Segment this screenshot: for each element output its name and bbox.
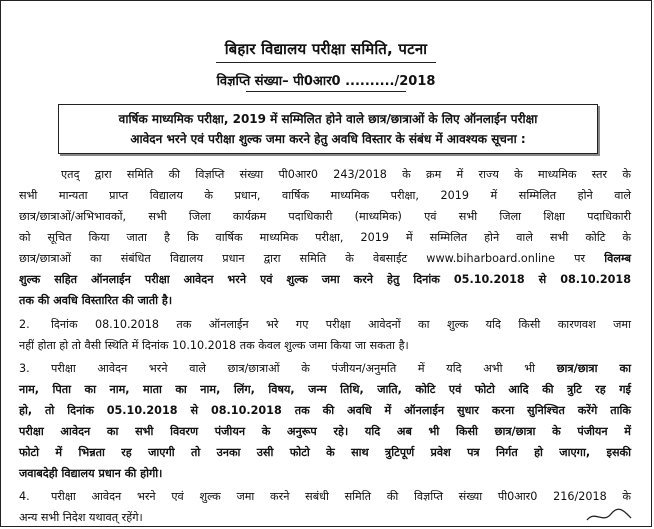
para1-line-6: शुल्क सहित ऑनलाईन परीक्षा आवेदन भरने एवं शुल्क जमा करने हेतु दिनांक 05.10.2018 से 08.10.2018 bbox=[19, 273, 631, 286]
notice-number-underline bbox=[246, 91, 406, 92]
subject-box bbox=[58, 104, 598, 154]
paragraph-4 bbox=[19, 486, 631, 528]
paragraph-1 bbox=[19, 164, 631, 311]
para3-line-6: जवाबदेही विद्यालय प्रधान की होगी। bbox=[19, 467, 163, 480]
para1-line-7: तक की अवधि विस्तारित की जाती है। bbox=[19, 294, 173, 307]
para2-line-2: नहीं होता हो तो वैसी स्थिति में दिनांक 10.10.2018 तक केवल शुल्क जमा किया जा सकता है। bbox=[19, 339, 409, 352]
subject-line-2: आवेदन भरने एवं परीक्षा शुल्क जमा करने हेतु अवधि विस्तार के संबंध में आवश्यक सूचना : bbox=[130, 132, 526, 146]
paragraph-2 bbox=[19, 314, 631, 356]
para3-line-2: नाम, पिता का नाम, माता का नाम, लिंग, विषय, जन्म तिथि, जाति, कोटि एवं फोटो आदि की त्रुटि रह गई bbox=[19, 383, 631, 396]
paragraph-3 bbox=[19, 358, 631, 484]
title-underline bbox=[216, 62, 436, 63]
para2-number: 2. bbox=[19, 318, 30, 331]
para1-line-1: एतद् द्वारा समिति की विज्ञप्ति संख्या पी0आर0 243/2018 के क्रम में राज्य के माध्यमिक स्तर के bbox=[61, 168, 631, 181]
para3-line-5: फोटो में भिन्नता रह जाएगी तो उनका उसी फोटो के साथ त्रुटिपूर्ण प्रवेश पत्र निर्गत हो जाएगा, इसकी bbox=[19, 446, 631, 459]
para1-line-2: सभी मान्यता प्राप्त विद्यालय के प्रधान, वार्षिक माध्यमिक परीक्षा, 2019 में सम्मिलित होने वाले bbox=[19, 189, 631, 202]
signature-mark bbox=[583, 506, 633, 526]
office-title: बिहार विद्यालय परीक्षा समिति, पटना bbox=[1, 39, 651, 63]
para3-line-3: हो, तो दिनांक 05.10.2018 से 08.10.2018 तक की अवधि में ऑनलाईन सुधार करना सुनिश्चित करेंगे ताकि bbox=[19, 404, 631, 417]
para1-line-3: छात्र/छात्राओं/अभिभावकों, सभी जिला कार्यक्रम पदाधिकारी (माध्यमिक) एवं सभी जिला शिक्षा पदाधिकारी bbox=[19, 210, 631, 223]
para3-line-1: 3. परीक्षा आवेदन भरने वाले छात्र/छात्राओं के पंजीयन/अनुमति में यदि अभी भी छात्र/छात्रा का bbox=[19, 358, 631, 379]
para4-line-1: 4. परीक्षा आवेदन भरने एवं शुल्क जमा करने सबंधी समिति की विज्ञप्ति संख्या पी0आर0 216/2018 के bbox=[19, 486, 631, 507]
para1-line-4: को सूचित किया जाता है कि वार्षिक माध्यमिक परीक्षा, 2019 में सम्मिलित होने वाले सभी कोटि के bbox=[19, 231, 631, 244]
para3-line-4: परीक्षा आवेदन का सभी विवरण पंजीयन के अनुरूप रहे। यदि अब भी किसी छात्र/छात्रा के पंजीयन में bbox=[19, 425, 631, 438]
subject-line-1: वार्षिक माध्यमिक परीक्षा, 2019 में सम्मिलित होने वाले छात्र/छात्राओं के लिए ऑनलाईन परीक्षा bbox=[118, 112, 538, 126]
para1-line-5: छात्र/छात्राओं का संबंधित विद्यालय प्रधान द्वारा समिति के वेबसाईट www.biharboard.online पर विलम्ब bbox=[19, 252, 631, 265]
para2-line-1: 2. दिनांक 08.10.2018 तक ऑनलाईन भरे गए परीक्षा आवेदनों का शुल्क यदि किसी कारणवश जमा bbox=[19, 314, 631, 335]
notice-number: विज्ञप्ति संख्या– पी0आर0 ........../2018 bbox=[1, 71, 651, 92]
para3-number: 3. bbox=[19, 362, 30, 375]
para4-number: 4. bbox=[19, 490, 30, 503]
para4-line-2: अन्य सभी निदेश यथावत् रहेंगे। bbox=[19, 511, 143, 524]
